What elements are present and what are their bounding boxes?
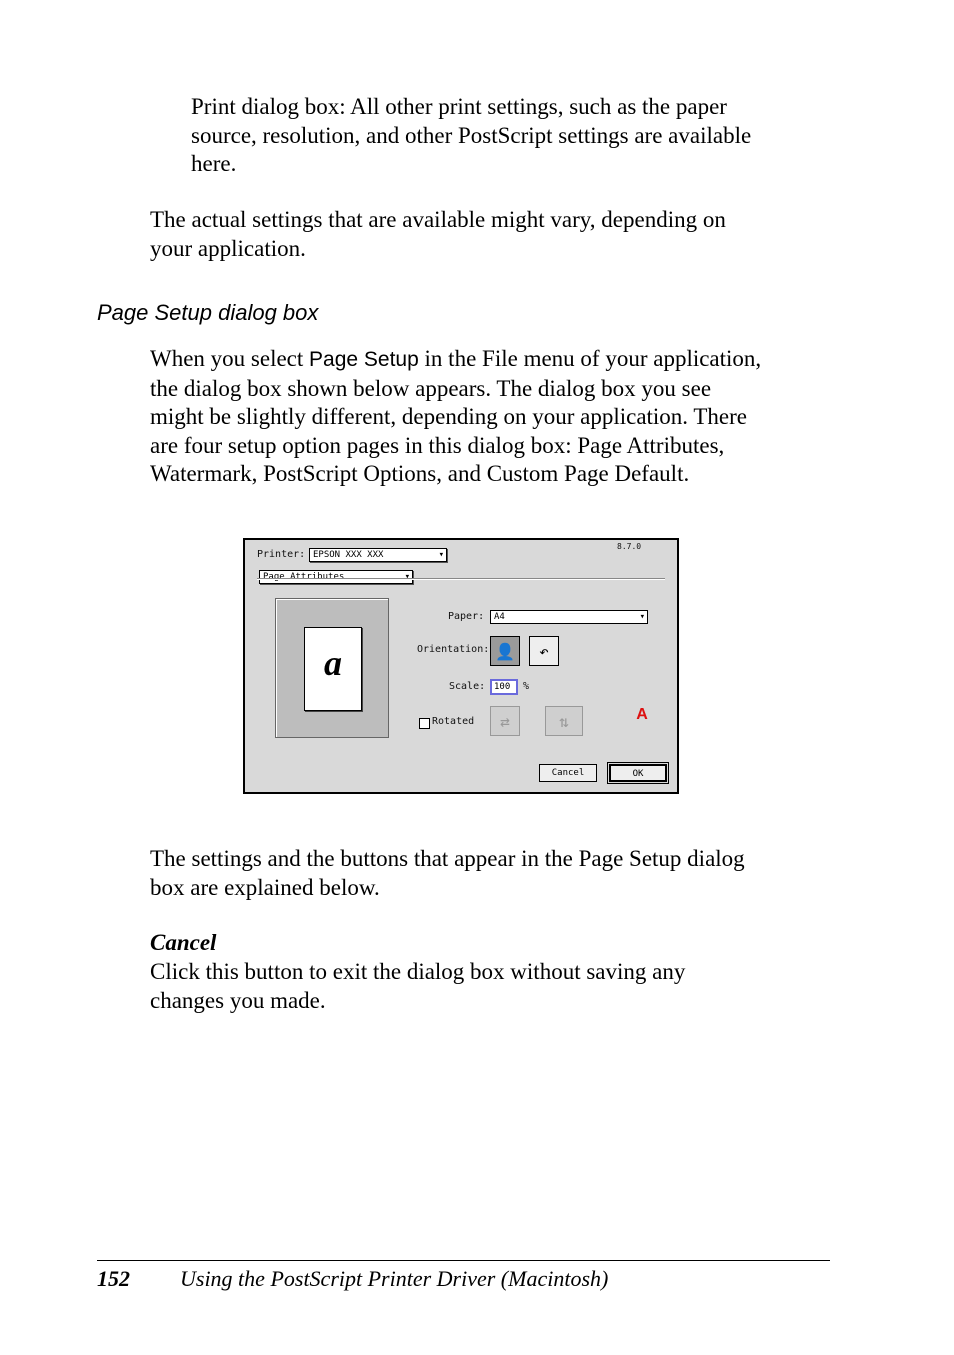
portrait-orientation-icon[interactable]: 👤 [490, 636, 520, 666]
scale-input[interactable]: 100 [490, 679, 518, 695]
page-popup-value: Page Attributes [263, 572, 345, 582]
text-line: The actual settings that are available might vary, depending on [150, 207, 726, 232]
paper-value: A4 [494, 612, 505, 622]
cancel-term: Cancel [150, 930, 217, 955]
rotated-checkbox[interactable] [419, 718, 430, 729]
page-preview [275, 598, 389, 738]
section-heading: Page Setup dialog box [97, 300, 319, 325]
menu-item-reference: Page Setup [309, 348, 419, 371]
text-line: the dialog box shown below appears. The dialog box you see [150, 375, 712, 401]
explain-paragraph [150, 845, 745, 902]
text-line: are four setup option pages in this dialog box: Page Attributes, [150, 432, 725, 458]
footer-title: Using the PostScript Printer Driver (Macintosh) [180, 1266, 609, 1291]
text-line: your application. [150, 235, 306, 261]
text-line [150, 345, 761, 375]
text-line: might be slightly different, depending on your application. There [150, 404, 748, 429]
page-attributes-popup[interactable] [259, 570, 413, 584]
popup-arrow-icon: ▾ [404, 572, 410, 582]
scale-label: Scale: [449, 681, 486, 692]
cancel-description [150, 958, 685, 1015]
landscape-orientation-icon[interactable]: ↶ [529, 636, 559, 666]
orientation-label: Orientation: [417, 644, 490, 655]
cancel-button[interactable]: Cancel [539, 764, 597, 782]
text-line: Print dialog box: All other print settings, such as the paper [191, 94, 727, 119]
settings-vary-paragraph [150, 206, 726, 263]
text-fragment: in the File menu of your application, [418, 346, 762, 371]
printer-value: EPSON XXX XXX [313, 550, 384, 560]
text-line: source, resolution, and other PostScript settings are available [191, 122, 752, 148]
popup-arrow-icon: ▾ [438, 550, 444, 560]
text-line: box are explained below. [150, 874, 380, 900]
preview-glyph: a [324, 643, 342, 683]
flip-icon[interactable]: ⇄ [490, 706, 520, 736]
text-line: The settings and the buttons that appear in the Page Setup dialog [150, 846, 745, 871]
intro-paragraph [191, 93, 751, 179]
text-line: Watermark, PostScript Options, and Custom Page Default. [150, 461, 690, 486]
section-paragraph [150, 345, 761, 489]
text-line: here. [191, 151, 237, 176]
scale-unit: % [523, 681, 530, 692]
printer-popup[interactable] [309, 548, 447, 562]
preview-page [304, 627, 362, 711]
version-label: 8.7.0 [617, 542, 642, 551]
page-number: 152 [97, 1266, 130, 1291]
ok-button[interactable]: OK [609, 764, 667, 782]
text-fragment: When you select [150, 346, 310, 371]
checkbox-label: Rotated [432, 716, 475, 727]
popup-arrow-icon: ▾ [639, 612, 645, 622]
page-setup-dialog-screenshot [243, 538, 679, 794]
text-line: changes you made. [150, 987, 326, 1013]
adobe-logo: A [636, 706, 648, 723]
paper-popup[interactable] [490, 610, 648, 624]
invert-icon[interactable]: ⇅ [545, 706, 583, 736]
printer-label: Printer: [257, 549, 306, 560]
text-line: Click this button to exit the dialog box without saving any [150, 959, 686, 984]
divider [257, 578, 665, 580]
footer-rule [97, 1260, 830, 1261]
paper-label: Paper: [448, 611, 485, 622]
